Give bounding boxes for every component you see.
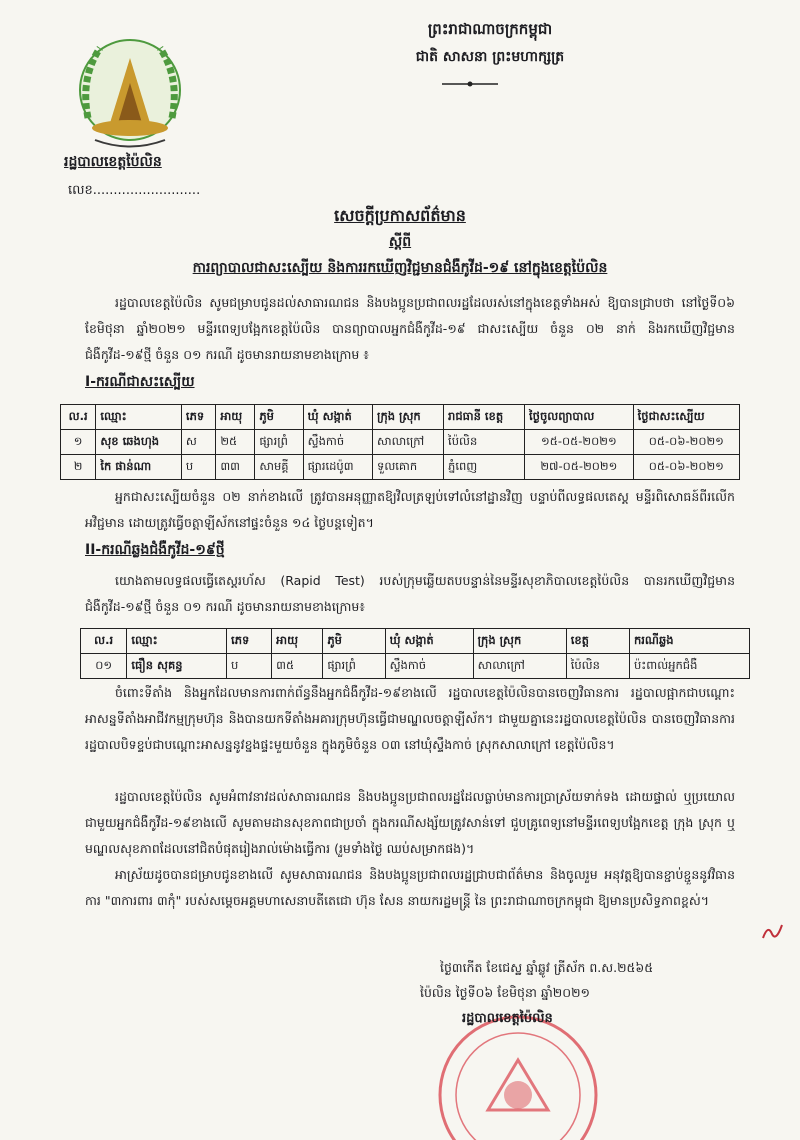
pailin-province-emblem [60, 28, 200, 158]
table-cell: ភ្នំពេញ [444, 455, 525, 480]
document-about: ស្តីពី [388, 234, 412, 250]
table-cell: ០៥-០៦-២០២១ [633, 430, 739, 455]
reference-number: លេខ.......................... [68, 183, 201, 198]
column-header: ក្រុង ស្រុក [373, 405, 444, 430]
column-header: ឈ្មោះ [127, 629, 227, 654]
column-header: ថ្ងៃចូលព្យាបាល [525, 405, 634, 430]
column-header: ឃុំ សង្កាត់ [303, 405, 372, 430]
column-header: ភេទ [227, 629, 272, 654]
section2-intro: យោងតាមលទ្ធផលធ្វើតេស្តរហ័ស (Rapid Test) របស់ក្រុមឆ្លើយតបបន្ទាន់នៃមន្ទីរសុខាភិបាលខេត្តប៉ៃលិន បានរកឃើញវិជ្ជមានជំងឺកូវីដ-១៩ថ្មី ចំនួន ០១ ករណី ដូចមានរាយនាមខាងក្រោម៖ [85, 573, 735, 614]
table-cell: ១៥-០៥-២០២១ [525, 430, 634, 455]
table-cell: ផ្សារព្រំ [323, 654, 385, 679]
column-header: ល.រ [61, 405, 96, 430]
handwritten-initial-icon [760, 920, 786, 944]
table-cell: ប៉ះពាល់អ្នកជំងឺ [629, 654, 749, 679]
column-header: រាជធានី ខេត្ត [444, 405, 525, 430]
measures-paragraph: ចំពោះទីតាំង និងអ្នកដែលមានការពាក់ព័ន្ធនឹងអ្នកជំងឺកូវីដ-១៩ខាងលើ រដ្ឋបាលខេត្តប៉ៃលិនបានចេញវិធានការ រដ្ឋបាលផ្អាកជាបណ្តោះអាសន្នទីតាំងអាជីវកម្មក្រុមហ៊ុន និងបានយកទីតាំងអគារក្រុមហ៊ុនធ្វើជាមណ្ឌលចត្តាឡីស័ក។ ជាមួយគ្នានេះរដ្ឋបាលខេត្តប៉ៃលិន បានចេញវិធានការរដ្ឋបាលបិទខ្ទប់ជាបណ្តោះអាសន្ននូវខ្នងផ្ទះមួយចំនួន ក្នុងភូមិចំនួន ០៣ នៅឃុំស្ទឹងកាច់ ស្រុកសាលាក្រៅ ខេត្តប៉ៃលិន។ [85, 685, 735, 752]
table-cell: ទួលគោក [373, 455, 444, 480]
table-cell: ស [181, 430, 215, 455]
section2-heading: II-ករណីឆ្លងជំងឺកូវីដ-១៩ថ្មី [85, 542, 225, 558]
table-cell: ២៧-០៥-២០២១ [525, 455, 634, 480]
table-cell: ផ្សារដេប៉ូ៣ [303, 455, 372, 480]
recovered-cases-table [60, 404, 740, 480]
table-cell: ១ [61, 430, 96, 455]
column-header: ភេទ [181, 405, 215, 430]
document-title: សេចក្តីប្រកាសព័ត៌មាន [334, 206, 466, 225]
ornament-divider [440, 78, 500, 90]
table-cell: ០៥-០៦-២០២១ [633, 455, 739, 480]
column-header: ថ្ងៃជាសះស្បើយ [633, 405, 739, 430]
table-cell: ប [227, 654, 272, 679]
appeal-paragraph: រដ្ឋបាលខេត្តប៉ៃលិន សូមអំពាវនាវដល់សាធារណជន និងបងប្អូនប្រជាពលរដ្ឋដែលធ្លាប់មានការប្រាស្រ័យទាក់ទង ដោយផ្ទាល់ ឬប្រយោលជាមួយអ្នកជំងឺកូវីដ-១៩ខាងលើ សូមតាមដានសុខភាពជាប្រចាំ ក្នុងករណីសង្ស័យត្រូវសាន់ទៅ ជួបគ្រូពេទ្យនៅមន្ទីរពេទ្យបង្អែកខេត្ត ក្រុង ស្រុក ឬមណ្ឌលសុខភាពដែលនៅជិតបំផុតរៀងរាល់ម៉ោងធ្វើការ (រួមទាំងថ្ងៃ ឈប់សម្រាកផង)។ [85, 789, 735, 856]
table-cell: ប [181, 455, 215, 480]
table-cell: ៣៥ [272, 654, 323, 679]
lunar-date: ថ្ងៃ៣កើត ខែជេស្ឋ ឆ្នាំឆ្លូវ ត្រីស័ក ព.ស.២៥៦៥ [440, 960, 654, 975]
table-cell: សុខ ឆេងហុង [96, 430, 182, 455]
table-cell: សាលាក្រៅ [473, 654, 566, 679]
table-cell: ប៉ៃលិន [566, 654, 629, 679]
national-motto: ជាតិ សាសនា ព្រះមហាក្សត្រ [415, 49, 565, 65]
column-header: ក្រុង ស្រុក [473, 629, 566, 654]
kingdom-name: ព្រះរាជាណាចក្រកម្ពុជា [427, 20, 553, 38]
table-cell: ២ [61, 455, 96, 480]
table-cell: សាលាក្រៅ [373, 430, 444, 455]
signing-agency: រដ្ឋបាលខេត្តប៉ៃលិន [462, 1011, 553, 1026]
table-cell: ៣៣ [216, 455, 255, 480]
table-header-row [61, 405, 740, 430]
intro-paragraph: រដ្ឋបាលខេត្តប៉ៃលិន សូមជម្រាបជូនដល់សាធារណជន និងបងប្អូនប្រជាពលរដ្ឋដែលរស់នៅក្នុងខេត្តទាំងអស់ ឱ្យបានជ្រាបថា នៅថ្ងៃទី០៦ ខែមិថុនា ឆ្នាំ២០២១ មន្ទីរពេទ្យបង្អែកខេត្តប៉ៃលិន បានព្យាបាលអ្នកជំងឺកូវីដ-១៩ ជាសះស្បើយ ចំនួន ០២ នាក់ និងរកឃើញវិជ្ជមានជំងឺកូវីដ-១៩ថ្មី ចំនួន ០១ ករណី ដូចមានរាយនាមខាងក្រោម ៖ [85, 295, 735, 362]
table-cell: ធឿន សុគន្ធ [127, 654, 227, 679]
table-cell: សាមគ្គី [255, 455, 303, 480]
column-header: ឈ្មោះ [96, 405, 182, 430]
table-cell: កៃ ផាន់ណា [96, 455, 182, 480]
table-cell: ២៥ [216, 430, 255, 455]
table-row [61, 430, 740, 455]
column-header: អាយុ [272, 629, 323, 654]
table-cell: ស្ទឹងកាច់ [385, 654, 473, 679]
solar-date: ប៉ៃលិន ថ្ងៃទី០៦ ខែមិថុនា ឆ្នាំ២០២១ [420, 985, 591, 1000]
column-header: ភូមិ [323, 629, 385, 654]
column-header: អាយុ [216, 405, 255, 430]
issuing-agency: រដ្ឋបាលខេត្តប៉ៃលិន [64, 154, 162, 170]
recovery-note: អ្នកជាសះស្បើយចំនួន ០២ នាក់ខាងលើ ត្រូវបានអនុញ្ញាតឱ្យវិលត្រឡប់ទៅលំនៅដ្ឋានវិញ បន្ទាប់ពីលទ្ធផលតេស្ត មន្ទីរពិសោធន៍ពីរលើក អវិជ្ជមាន ដោយត្រូវធ្វើចត្តាឡីស័កនៅផ្ទះចំនួន ១៤ ថ្ងៃបន្តទៀត។ [85, 489, 735, 530]
new-cases-table [80, 628, 750, 679]
closing-paragraph: អាស្រ័យដូចបានជម្រាបជូនខាងលើ សូមសាធារណជន និងបងប្អូនប្រជាពលរដ្ឋជ្រាបជាព័ត៌មាន និងចូលរួម អនុវត្តឱ្យបានខ្ជាប់ខ្ជួននូវវិធានការ "៣ការពារ ៣កុំ" របស់សម្តេចអគ្គមហាសេនាបតីតេជោ ហ៊ុន សែន នាយករដ្ឋមន្ត្រី នៃ ព្រះរាជាណាចក្រកម្ពុជា ឱ្យមានប្រសិទ្ធភាពខ្ពស់។ [85, 867, 735, 908]
column-header: ខេត្ត [566, 629, 629, 654]
column-header: ល.រ [81, 629, 127, 654]
table-cell: ផ្សារព្រំ [255, 430, 303, 455]
table-row [81, 654, 750, 679]
table-cell: ស្ទឹងកាច់ [303, 430, 372, 455]
column-header: ឃុំ សង្កាត់ [385, 629, 473, 654]
table-cell: ០១ [81, 654, 127, 679]
column-header: ភូមិ [255, 405, 303, 430]
table-cell: ប៉ៃលិន [444, 430, 525, 455]
table-row [61, 455, 740, 480]
document-subject: ការព្យាបាលជាសះស្បើយ និងការរកឃើញវិជ្ជមានជំងឺកូវីដ-១៩ នៅក្នុងខេត្តប៉ៃលិន [192, 260, 608, 276]
section1-heading: I-ករណីជាសះស្បើយ [85, 374, 195, 390]
column-header: ករណីឆ្លង [629, 629, 749, 654]
table-header-row [81, 629, 750, 654]
